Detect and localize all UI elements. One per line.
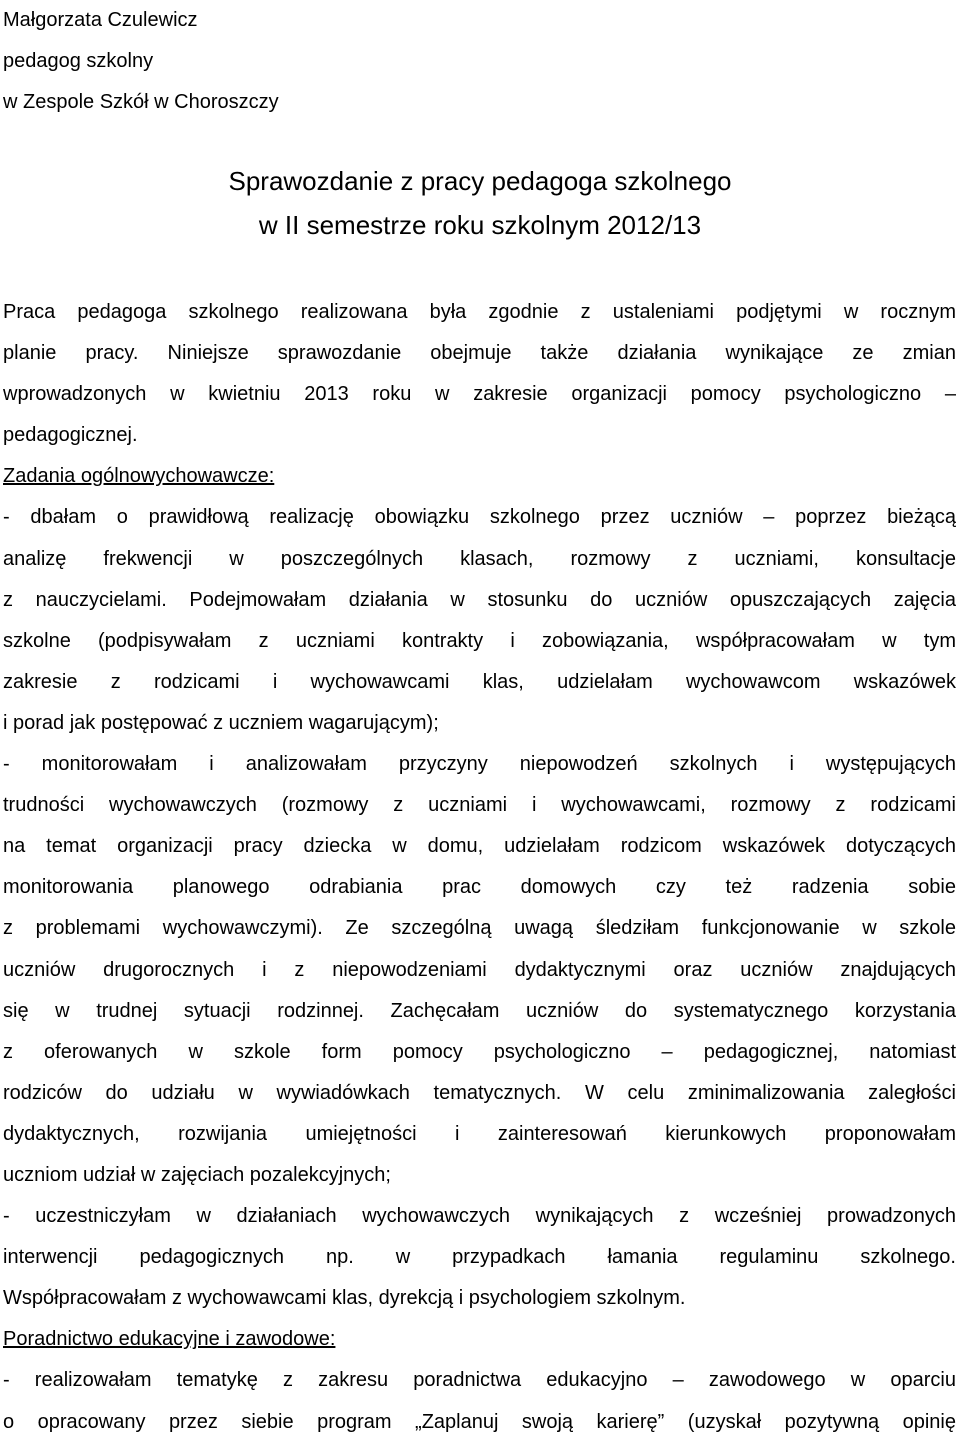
text-line: dydaktycznych, rozwijania umiejętności i zainteresowań kierunkowych proponowałam <box>3 1122 956 1145</box>
text-line: planie pracy. Niniejsze sprawozdanie obejmuje także działania wynikające ze zmian <box>3 342 956 365</box>
text-line: szkolne (podpisywałam z uczniami kontrakty i zobowiązania, współpracowałam w tym <box>3 629 956 652</box>
text-line: wprowadzonych w kwietniu 2013 roku w zakresie organizacji pomocy psychologiczno – <box>3 383 956 406</box>
text-line: uczniów drugorocznych i z niepowodzeniami dydaktycznymi oraz uczniów znajdujących <box>3 958 956 981</box>
title-line-2: w II semestrze roku szkolnym 2012/13 <box>258 210 702 240</box>
text-line: się w trudnej sytuacji rodzinnej. Zachęcałam uczniów do systematycznego korzystania <box>3 999 956 1022</box>
text-line: interwencji pedagogicznych np. w przypadkach łamania regulaminu szkolnego. <box>3 1246 956 1269</box>
document-body <box>3 292 956 1443</box>
text-line: - monitorowałam i analizowałam przyczyny niepowodzeń szkolnych i występujących <box>3 753 956 776</box>
text-line: z oferowanych w szkole form pomocy psychologiczno – pedagogicznej, natomiast <box>3 1040 956 1063</box>
author-block <box>3 0 279 123</box>
text-line: Współpracowałam z wychowawcami klas, dyrekcją i psychologiem szkolnym. <box>3 1287 686 1310</box>
text-line: - dbałam o prawidłową realizację obowiązku szkolnego przez uczniów – poprzez bieżącą <box>3 506 956 529</box>
text-line: rodziców do udziału w wywiadówkach tematycznych. W celu zminimalizowania zaległości <box>3 1081 956 1104</box>
section-heading-general <box>3 456 956 497</box>
intro-paragraph <box>3 292 956 456</box>
paragraph-career <box>3 1360 956 1442</box>
text-line: trudności wychowawczych (rozmowy z uczniami i wychowawcami, rozmowy z rodzicami <box>3 794 956 817</box>
section-heading: Poradnictwo edukacyjne i zawodowe: <box>3 1328 336 1351</box>
author-role: pedagog szkolny <box>3 50 154 72</box>
text-line: i porad jak postępować z uczniem wagarującym); <box>3 711 439 734</box>
document-title <box>0 159 960 247</box>
paragraph-monitoring <box>3 744 956 1196</box>
author-name: Małgorzata Czulewicz <box>3 9 198 31</box>
text-line: pedagogicznej. <box>3 424 138 447</box>
text-line: z nauczycielami. Podejmowałam działania w stosunku do uczniów opuszczających zajęcia <box>3 588 956 611</box>
text-line: o opracowany przez siebie program „Zaplanuj swoją karierę” (uzyskał pozytywną opinię <box>3 1410 956 1433</box>
title-line-1: Sprawozdanie z pracy pedagoga szkolnego <box>228 166 732 196</box>
text-line: Praca pedagoga szkolnego realizowana była zgodnie z ustaleniami podjętymi w rocznym <box>3 301 956 323</box>
text-line: na temat organizacji pracy dziecka w domu, udzielałam rodzicom wskazówek dotyczących <box>3 835 956 858</box>
text-line: monitorowania planowego odrabiania prac domowych czy też radzenia sobie <box>3 876 956 899</box>
text-line: analizę frekwencji w poszczególnych klasach, rozmowy z uczniami, konsultacje <box>3 547 956 570</box>
text-line: z problemami wychowawczymi). Ze szczególną uwagą śledziłam funkcjonowanie w szkole <box>3 917 956 940</box>
author-school: w Zespole Szkół w Choroszczy <box>3 91 279 113</box>
paragraph-interventions <box>3 1196 956 1319</box>
text-line: uczniom udział w zajęciach pozalekcyjnych; <box>3 1163 391 1186</box>
section-heading-career <box>3 1319 956 1360</box>
paragraph-attendance <box>3 497 956 744</box>
section-heading: Zadania ogólnowychowawcze: <box>3 465 275 488</box>
text-line: - realizowałam tematykę z zakresu poradnictwa edukacyjno – zawodowego w oparciu <box>3 1369 956 1392</box>
text-line: - uczestniczyłam w działaniach wychowawczych wynikających z wcześniej prowadzonych <box>3 1205 956 1228</box>
text-line: zakresie z rodzicami i wychowawcami klas, udzielałam wychowawcom wskazówek <box>3 670 956 693</box>
